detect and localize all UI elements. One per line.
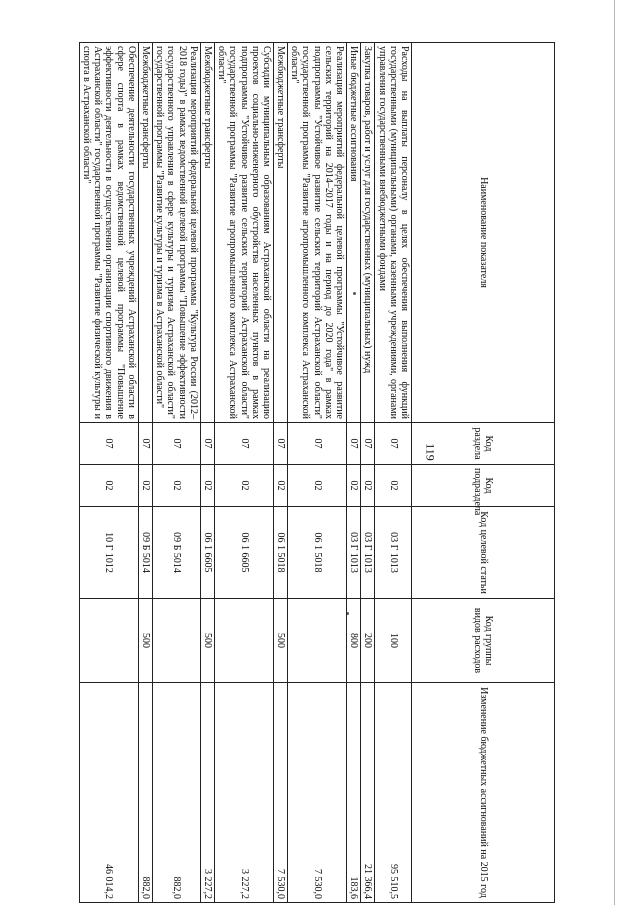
table-row: [288, 43, 347, 903]
cell-razdel: 07: [361, 423, 375, 465]
cell-amount: 7 530,0: [273, 683, 287, 903]
cell-amount: 95 510,5: [375, 683, 412, 903]
budget-table-rotated: [80, 42, 555, 902]
cell-statya: 06 1 6605: [215, 507, 274, 599]
cell-name: Реализация мероприятий федеральной целевой программы "Культура России (2012–2018 годы)" в рамках ведомственной целевой программы "Повышение эффективности государственного управления в сфере культуры и туризма Астраханской области" государственной программы "Развитие культуры и туризма в Астраханской области": [153, 43, 201, 423]
header-name: Наименование показателя: [412, 43, 555, 423]
cell-gruppa: [288, 599, 347, 683]
cell-podrazdel: 02: [273, 465, 287, 507]
header-podrazdel: Код подраздела: [412, 465, 555, 507]
cell-amount: 882,0: [138, 683, 152, 903]
cell-gruppa: 500: [273, 599, 287, 683]
cell-razdel: 07: [153, 423, 201, 465]
table-row: [79, 43, 138, 903]
cell-statya: 10 Г 1012: [79, 507, 138, 599]
cell-podrazdel: 02: [361, 465, 375, 507]
cell-podrazdel: 02: [200, 465, 214, 507]
cell-gruppa: [153, 599, 201, 683]
cell-podrazdel: 02: [79, 465, 138, 507]
cell-statya: 03 Г 1013: [375, 507, 412, 599]
cell-amount: 21 366,4: [361, 683, 375, 903]
cell-amount: 3 227,2: [200, 683, 214, 903]
cell-name: Расходы на выплаты персоналу в целях обеспечения выполнения функций государственными (муниципальными) органами, казенными учреждениями, органами управления государственными внебюджетными фондами: [375, 43, 412, 423]
cell-name: Межбюджетные трансферты: [200, 43, 214, 423]
page-edge-line: [614, 0, 615, 905]
cell-amount: 882,0: [153, 683, 201, 903]
cell-podrazdel: 02: [215, 465, 274, 507]
table-row: [361, 43, 375, 903]
cell-razdel: 07: [288, 423, 347, 465]
table-row: [375, 43, 412, 903]
cell-podrazdel: 02: [138, 465, 152, 507]
cell-razdel: 07: [200, 423, 214, 465]
cell-statya: 06 1 6605: [200, 507, 214, 599]
header-statya: Код целевой статьи: [412, 507, 555, 599]
cell-statya: 09 Б 5014: [138, 507, 152, 599]
cell-name: Межбюджетные трансферты: [273, 43, 287, 423]
cell-statya: 06 1 5018: [288, 507, 347, 599]
cell-name: Иные бюджетные ассигнования: [347, 43, 361, 423]
table-row: [347, 43, 361, 903]
cell-amount: 183,6: [347, 683, 361, 903]
cell-razdel: 07: [347, 423, 361, 465]
cell-razdel: 07: [273, 423, 287, 465]
cell-razdel: 07: [215, 423, 274, 465]
cell-razdel: 07: [138, 423, 152, 465]
cell-razdel: 07: [375, 423, 412, 465]
cell-podrazdel: 02: [288, 465, 347, 507]
cell-podrazdel: 02: [375, 465, 412, 507]
cell-statya: 06 1 5018: [273, 507, 287, 599]
cell-gruppa: [79, 599, 138, 683]
budget-table: [79, 42, 555, 903]
header-gruppa: Код группы видов расходов: [412, 599, 555, 683]
cell-gruppa: [215, 599, 274, 683]
page-number: 119: [423, 443, 438, 461]
cell-name: Субсидии муниципальным образованиям Астраханской области на реализацию проектов социально-инженерного обустройства населенных пунктов в рамках подпрограммы "Устойчивое развитие сельских территорий Астраханской области" государственной программы "Развитие агропромышленного комплекса Астраханской области": [215, 43, 274, 423]
table-row: [273, 43, 287, 903]
cell-name: Обеспечение деятельности государственных учреждений Астраханской области в сфере спорта в рамках ведомственной целевой программы "Повышение эффективности деятельности в осуществлении организации спортивного движения в Астраханской области" государственной программы "Развитие физической культуры и спорта в Астраханской области": [79, 43, 138, 423]
cell-statya: 03 Г 1013: [361, 507, 375, 599]
table-row: [215, 43, 274, 903]
cell-razdel: 07: [79, 423, 138, 465]
cell-amount: 7 530,0: [288, 683, 347, 903]
cell-gruppa: 200: [361, 599, 375, 683]
cell-gruppa: 500: [138, 599, 152, 683]
cell-amount: 3 227,2: [215, 683, 274, 903]
header-amount: Изменение бюджетных ассигнований на 2015 год: [412, 683, 555, 903]
cell-amount: 46 014,2: [79, 683, 138, 903]
header-razdel: Код раздела: [412, 423, 555, 465]
cell-statya: 03 Г 1013: [347, 507, 361, 599]
cell-podrazdel: 02: [347, 465, 361, 507]
cell-name: Реализация мероприятий федеральной целевой программы "Устойчивое развитие сельских территорий на 2014–2017 годы и на период до 2020 года" в рамках подпрограммы "Устойчивое развитие сельских территорий Астраханской области" государственной программы "Развитие агропромышленного комплекса Астраханской области": [288, 43, 347, 423]
cell-gruppa: 100: [375, 599, 412, 683]
cell-gruppa: 500: [200, 599, 214, 683]
cell-gruppa: 800: [347, 599, 361, 683]
cell-podrazdel: 02: [153, 465, 201, 507]
table-row: [153, 43, 201, 903]
cell-name: Закупка товаров, работ и услуг для государственных (муниципальных) нужд: [361, 43, 375, 423]
cell-name: Межбюджетные трансферты: [138, 43, 152, 423]
cell-statya: 09 Б 5014: [153, 507, 201, 599]
table-row: [200, 43, 214, 903]
table-row: [138, 43, 152, 903]
table-header-row: [412, 43, 555, 903]
